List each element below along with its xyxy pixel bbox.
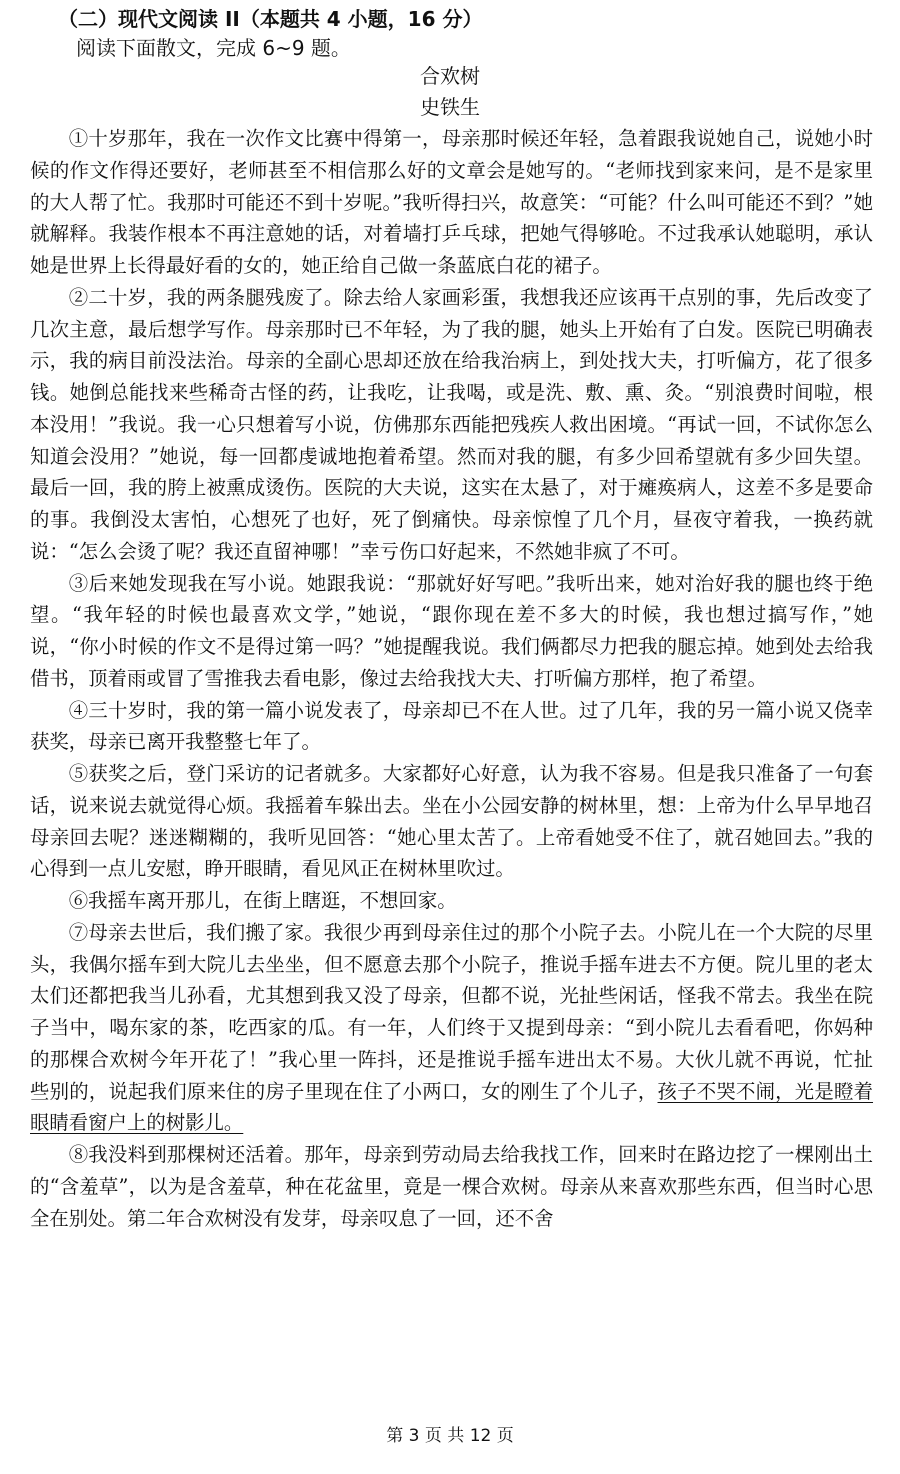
paragraph-6: ⑥我摇车离开那儿，在街上瞎逛，不想回家。 (68, 889, 457, 912)
paragraph-8: ⑧我没料到那棵树还活着。那年，母亲到劳动局去给我找工作，回来时在路边挖了一棵刚出土的“含羞草”，以为是含羞草，种在花盆里，竟是一棵合欢树。母亲从来喜欢那些东西，但当时心思全在别处。第二年合欢树没有发芽，母亲叹息了一回，还不舍 (30, 1143, 873, 1230)
page-number: 第 3 页 共 12 页 (386, 1426, 514, 1446)
paragraph-2: ②二十岁，我的两条腿残废了。除去给人家画彩蛋，我想我还应该再干点别的事，先后改变了几次主意，最后想学写作。母亲那时已不年轻，为了我的腿，她头上开始有了白发。医院已明确表示，我的病目前没法治。母亲的全副心思却还放在给我治病上，到处找大夫，打听偏方，花了很多钱。她倒总能找来些稀奇古怪的药，让我吃，让我喝，或是洗、敷、熏、灸。“别浪费时间啦，根本没用！”我说。我一心只想着写小说，仿佛那东西能把残疾人救出困境。“再试一回，不试你怎么知道会没用？”她说，每一回都虔诚地抱着希望。然而对我的腿，有多少回希望就有多少回失望。最后一回，我的胯上被熏成烫伤。医院的大夫说，这实在太悬了，对于瘫痪病人，这差不多是要命的事。我倒没太害怕，心想死了也好，死了倒痛快。母亲惊惶了几个月，昼夜守着我，一换药就说：“怎么会烫了呢？我还直留神哪！”幸亏伤口好起来，不然她非疯了不可。 (30, 285, 873, 563)
paragraph-7-text: ⑦母亲去世后，我们搬了家。我很少再到母亲住过的那个小院子去。小院儿在一个大院的尽里头，我偶尔摇车到大院儿去坐坐，但不愿意去那个小院子，推说手摇车进去不方便。院儿里的老太太们还都把我当儿孙看，尤其想到我又没了母亲，但都不说，光扯些闲话，怪我不常去。我坐在院子当中，喝东家的茶，吃西家的瓜。有一年，人们终于又提到母亲：“到小院儿去看看吧，你妈种的那棵合欢树今年开花了！”我心里一阵抖，还是推说手摇车进出太不易。大伙儿就不再说，忙扯些别的，说起我们原来住的房子里现在住了小两口，女的刚生了个儿子， (30, 920, 873, 1103)
essay-author: 史铁生 (420, 95, 480, 119)
reading-instruction: 阅读下面散文，完成 6~9 题。 (76, 36, 351, 60)
essay-body (30, 123, 873, 1234)
paragraph-1: ①十岁那年，我在一次作文比赛中得第一，母亲那时候还年轻，急着跟我说她自己，说她小时候的作文作得还要好，老师甚至不相信那么好的文章会是她写的。“老师找到家来问，是不是家里的大人帮了忙。我那时可能还不到十岁呢。”我听得扫兴，故意笑：“可能？什么叫可能还不到？”她就解释。我装作根本不再注意她的话，对着墙打乒乓球，把她气得够呛。不过我承认她聪明，承认她是世界上长得最好看的女的，她正给自己做一条蓝底白花的裙子。 (30, 127, 873, 277)
paragraph-3: ③后来她发现我在写小说。她跟我说：“那就好好写吧。”我听出来，她对治好我的腿也终于绝望。“我年轻的时候也最喜欢文学，”她说，“跟你现在差不多大的时候，我也想过搞写作，”她说，“你小时候的作文不是得过第一吗？”她提醒我说。我们俩都尽力把我的腿忘掉。她到处去给我借书，顶着雨或冒了雪推我去看电影，像过去给我找大夫、打听偏方那样，抱了希望。 (30, 571, 873, 690)
paragraph-5: ⑤获奖之后，登门采访的记者就多。大家都好心好意，认为我不容易。但是我只准备了一句套话，说来说去就觉得心烦。我摇着车躲出去。坐在小公园安静的树林里，想：上帝为什么早早地召母亲回去呢？迷迷糊糊的，我听见回答：“她心里太苦了。上帝看她受不住了，就召她回去。”我的心得到一点儿安慰，睁开眼睛，看见风正在树林里吹过。 (30, 762, 873, 881)
essay-title: 合欢树 (420, 64, 480, 88)
underlined-sentence: 孩子不哭不闹，光是瞪着眼睛看窗户上的树影儿。 (30, 1079, 874, 1135)
paragraph-4: ④三十岁时，我的第一篇小说发表了，母亲却已不在人世。过了几年，我的另一篇小说又侥幸获奖，母亲已离开我整整七年了。 (30, 698, 873, 754)
paragraph-7 (30, 917, 873, 1139)
section-title: （二）现代文阅读 II（本题共 4 小题，16 分） (58, 7, 483, 31)
